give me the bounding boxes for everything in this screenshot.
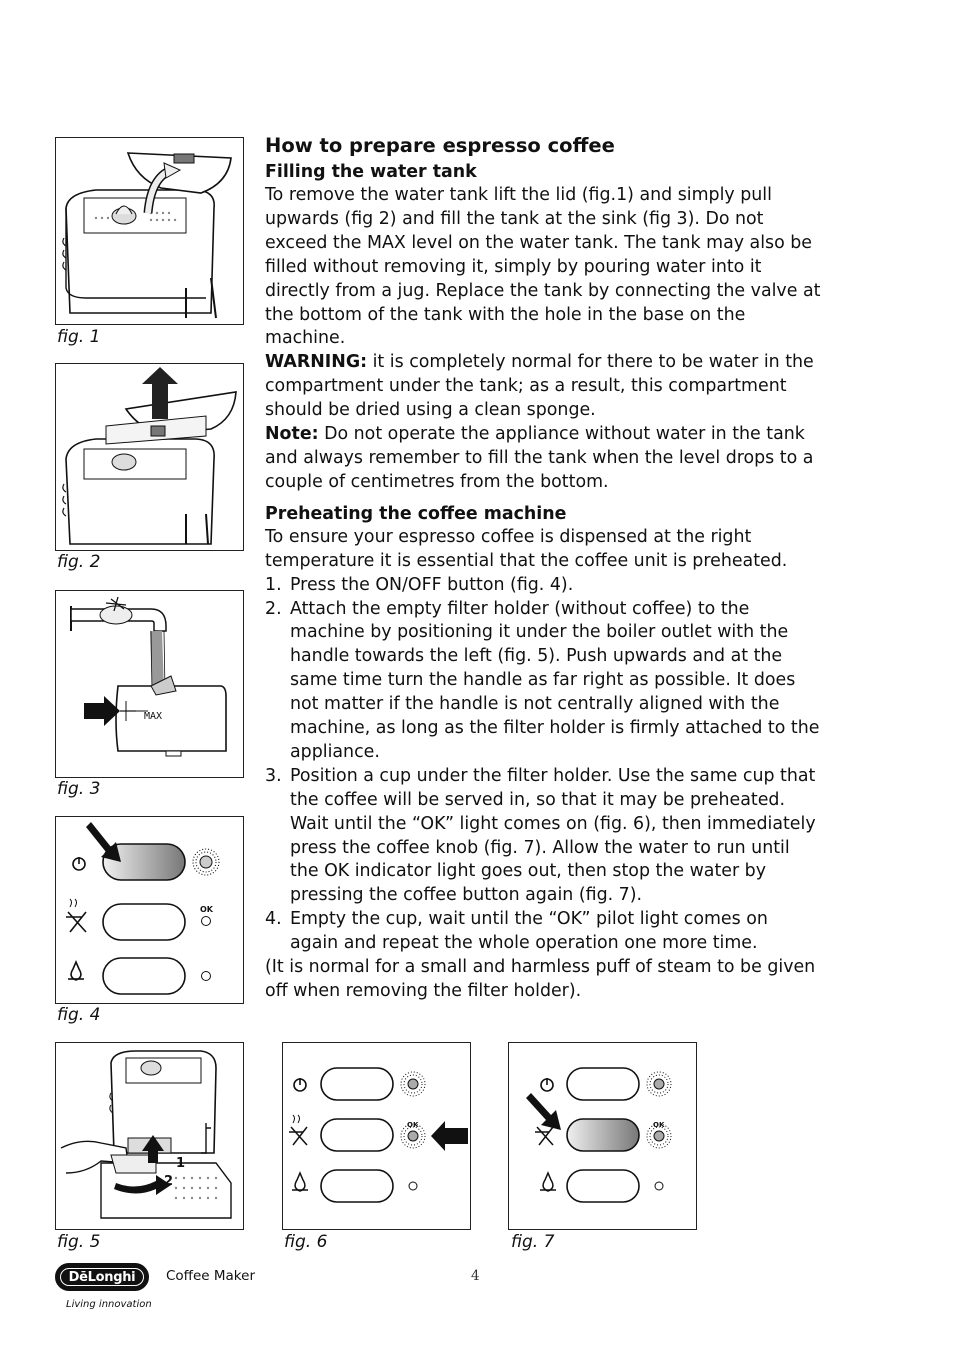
ok-light-icon — [401, 1121, 425, 1148]
power-button[interactable] — [567, 1068, 639, 1100]
steam-button[interactable] — [103, 958, 185, 994]
figure-1-caption: fig. 1 — [57, 327, 101, 347]
power-icon — [73, 857, 85, 870]
step-2-label: 2 — [164, 1174, 174, 1189]
warning-label: WARNING: — [265, 352, 368, 373]
power-icon — [541, 1078, 553, 1091]
section-heading-filling: Filling the water tank — [265, 162, 477, 182]
figure-7-caption: fig. 7 — [511, 1232, 555, 1252]
arrow-icon — [526, 1093, 561, 1130]
tap-filling-illustration — [56, 591, 243, 777]
page-title: How to prepare espresso coffee — [265, 134, 615, 157]
steam-light-icon — [409, 1182, 417, 1190]
coffee-steam-icon — [66, 899, 86, 932]
step-text: Position a cup under the filter holder. Use the same cup that the coffee will be served in, so that it may be preheated. Wait until the “OK” light comes on (fig. 6), then immediately press the coffee knob (fig. 7). Allow the water to run until the OK indicator light goes out, then stop the water by pressing the coffee button again (fig. 7). — [290, 765, 816, 906]
step-number: 3. — [265, 765, 282, 786]
steam-light-icon — [655, 1182, 663, 1190]
logo-text: DēLonghi — [60, 1268, 144, 1286]
note-label: Note: — [265, 424, 319, 445]
figure-6-ok-light — [282, 1042, 471, 1230]
figure-6-caption: fig. 6 — [284, 1232, 328, 1252]
step-1-label: 1 — [176, 1156, 186, 1171]
coffee-steam-icon — [289, 1115, 307, 1145]
power-light-icon — [193, 849, 219, 875]
tank-removal-illustration — [56, 364, 243, 550]
step-number: 2. — [265, 598, 282, 619]
figure-7-press-coffee — [508, 1042, 697, 1230]
step-text: Attach the empty filter holder (without coffee) to the machine by positioning it under the boiler outlet with the handle towards the left (fig. 5). Push upwards and at the same time turn the handle as far right as possible. It does not matter if the handle is not centrally aligned with the machine, as long as the filter holder is firmly attached to the appliance. — [290, 598, 820, 762]
coffee-steam-icon — [535, 1127, 553, 1145]
coffee-button[interactable] — [567, 1119, 639, 1151]
warning-paragraph — [265, 351, 821, 423]
machine-lid-illustration — [56, 138, 243, 324]
note-text: Do not operate the appliance without water in the tank and always remember to fill the tank when the level drops to a couple of centimetres from the bottom. — [265, 424, 814, 492]
instructions-column — [265, 133, 821, 1004]
closing-note: (It is normal for a small and harmless puff of steam to be given off when removing the filter holder). — [265, 957, 816, 1001]
steam-button[interactable] — [567, 1170, 639, 1202]
delonghi-logo — [55, 1263, 149, 1291]
filling-instructions: To remove the water tank lift the lid (fig.1) and simply pull upwards (fig 2) and fill the tank at the sink (fig 3). Do not exceed the MAX level on the water tank. The tank may also be filled without removing it, simply by pouring water into it directly from a jug. Replace the tank by connecting the valve at the bottom of the tank with the hole in the base on the machine. — [265, 185, 821, 349]
ok-light-icon — [202, 917, 211, 926]
figure-2-caption: fig. 2 — [57, 552, 101, 572]
figure-4-caption: fig. 4 — [57, 1005, 101, 1025]
list-item — [265, 574, 821, 598]
svg-text:OK: OK — [653, 1121, 665, 1129]
section-heading-preheating: Preheating the coffee machine — [265, 503, 567, 524]
step-number: 1. — [265, 574, 282, 595]
list-item — [265, 765, 821, 908]
control-panel-coffee-illustration — [509, 1043, 696, 1229]
preheating-intro: To ensure your espresso coffee is dispensed at the right temperature it is essential that the coffee unit is preheated. — [265, 526, 788, 571]
warning-text: it is completely normal for there to be water in the compartment under the tank; as a result, this compartment should be dried using a clean sponge. — [265, 352, 814, 421]
list-item — [265, 908, 821, 956]
note-paragraph — [265, 423, 821, 495]
coffee-button[interactable] — [321, 1119, 393, 1151]
step-text: Press the ON/OFF button (fig. 4). — [290, 574, 574, 595]
control-panel-illustration — [56, 817, 243, 1003]
figure-2-pull-tank — [55, 363, 244, 551]
figure-3-fill-at-sink — [55, 590, 244, 778]
steam-icon — [540, 1173, 556, 1191]
steam-icon — [292, 1173, 308, 1191]
list-item — [265, 598, 821, 765]
control-panel-ok-illustration — [283, 1043, 470, 1229]
steam-icon — [68, 962, 84, 980]
ok-label: OK — [200, 905, 213, 914]
power-light-icon — [647, 1072, 671, 1096]
figure-1-lift-lid — [55, 137, 244, 325]
svg-text:OK: OK — [407, 1121, 419, 1129]
steam-light-icon — [202, 972, 211, 981]
power-button[interactable] — [321, 1068, 393, 1100]
filter-holder-illustration — [56, 1043, 243, 1229]
figure-4-control-panel — [55, 816, 244, 1004]
power-icon — [294, 1078, 306, 1091]
power-light-icon — [401, 1072, 425, 1096]
coffee-button[interactable] — [103, 904, 185, 940]
figure-5-caption: fig. 5 — [57, 1232, 101, 1252]
step-number: 4. — [265, 909, 282, 930]
preheating-steps — [265, 574, 821, 957]
arrow-icon — [431, 1121, 468, 1151]
page-number: 4 — [471, 1268, 480, 1284]
ok-light-icon — [647, 1121, 671, 1148]
steam-button[interactable] — [321, 1170, 393, 1202]
max-level-label: MAX — [144, 711, 163, 722]
figure-3-caption: fig. 3 — [57, 779, 101, 799]
step-text: Empty the cup, wait until the “OK” pilot light comes on again and repeat the whole operation one more time. — [290, 909, 768, 954]
product-name: Coffee Maker — [166, 1268, 256, 1284]
brand-slogan: Living innovation — [66, 1299, 152, 1310]
figure-5-attach-filter-holder — [55, 1042, 244, 1230]
